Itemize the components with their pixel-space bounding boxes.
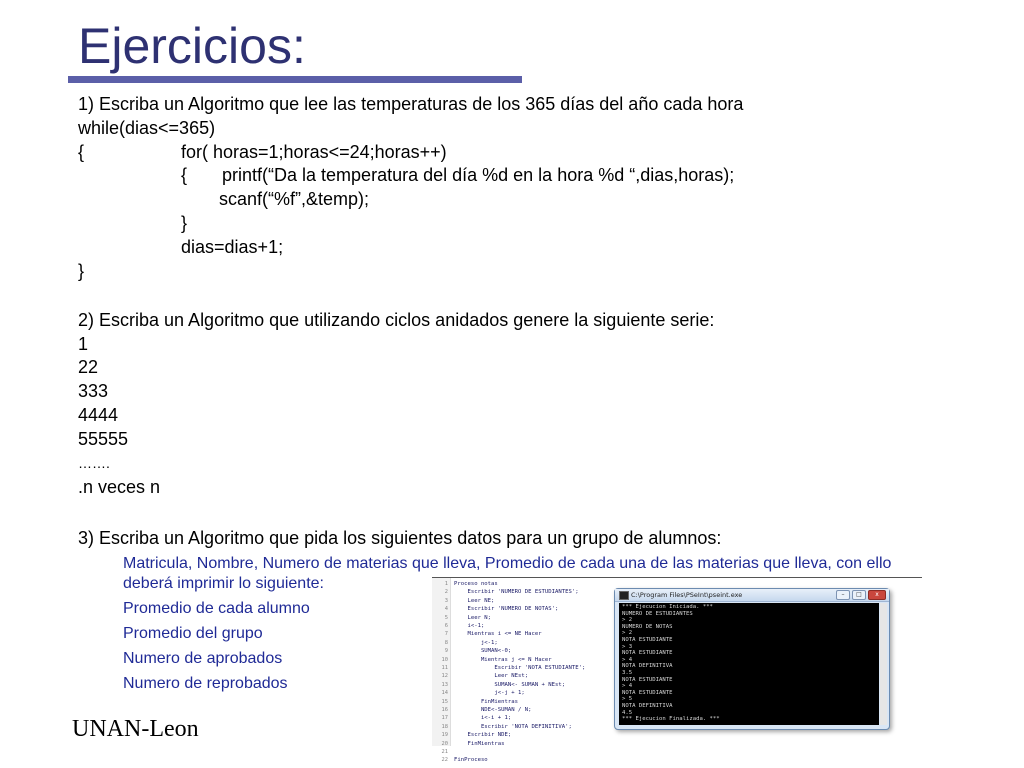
- code-editor-line: SUMAN<- SUMAN + NEst;: [454, 681, 566, 688]
- console-app-icon: [619, 591, 629, 600]
- console-output-line: NUMERO DE ESTUDIANTES: [622, 610, 693, 617]
- code-line: for( horas=1;horas<=24;horas++): [181, 142, 447, 162]
- code-line-number: 20: [441, 740, 448, 747]
- code-line-number: 4: [444, 606, 448, 613]
- code-line-number: 21: [441, 749, 448, 755]
- code-line-number: 9: [444, 648, 448, 655]
- code-editor-line: FinProceso: [454, 757, 488, 764]
- footer-logo-text: UNAN-Leon: [72, 716, 199, 742]
- series-item: 55555: [78, 429, 129, 449]
- code-line-number: 15: [441, 698, 448, 705]
- console-screen: [619, 603, 879, 725]
- code-editor-line: j<-j + 1;: [454, 690, 525, 697]
- requirement-item: Promedio del grupo: [123, 625, 263, 642]
- console-title: C:\Program Files\PSeInt\pseint.exe: [631, 591, 743, 599]
- code-editor-line: Mientras i <= NE Hacer: [454, 631, 542, 638]
- code-editor-line: Escribir 'NUMERO DE NOTAS';: [454, 606, 559, 613]
- requirement-item: deberá imprimir lo siguiente:: [123, 575, 324, 592]
- exercise-1-heading: 1) Escriba un Algoritmo que lee las temperaturas de los 365 días del año cada hora: [78, 94, 744, 114]
- code-line: {: [78, 142, 85, 162]
- title-underline: [68, 76, 522, 83]
- code-editor-line: Escribir 'NUMERO DE ESTUDIANTES';: [454, 589, 579, 596]
- requirement-item: Numero de reprobados: [123, 675, 288, 692]
- console-output-line: > 4: [622, 683, 633, 690]
- code-editor-line: Leer NEst;: [454, 673, 529, 680]
- code-line-number: 18: [441, 723, 448, 730]
- series-item: 22: [78, 357, 99, 377]
- code-editor-line: FinMientras: [454, 740, 505, 747]
- code-line-number: 19: [441, 732, 448, 739]
- console-output-line: NOTA ESTUDIANTE: [622, 637, 673, 643]
- code-editor-line: Mientras j <= N Hacer: [454, 656, 552, 663]
- code-line-number: 13: [441, 681, 448, 688]
- series-item: .n veces n: [78, 477, 161, 497]
- code-line: { printf(“Da la temperatura del día %d en la hora %d “,dias,horas);: [181, 165, 735, 185]
- code-editor-line: Escribir 'NOTA ESTUDIANTE';: [454, 665, 586, 671]
- code-line-number: 16: [441, 707, 448, 713]
- requirement-item: Matricula, Nombre, Numero de materias que lleva, Promedio de cada una de las materias que lleva, con ello: [123, 555, 892, 572]
- series-item: 4444: [78, 405, 119, 425]
- console-output-line: NOTA ESTUDIANTE: [622, 689, 673, 696]
- close-button[interactable]: x: [868, 590, 886, 600]
- code-line: scanf(“%f”,&temp);: [219, 189, 370, 209]
- console-output-line: NOTA ESTUDIANTE: [622, 650, 673, 657]
- page-title: Ejercicios:: [78, 18, 306, 74]
- console-titlebar: [615, 589, 889, 602]
- requirement-item: Numero de aprobados: [123, 650, 283, 667]
- minimize-button[interactable]: –: [836, 590, 850, 600]
- console-output-line: > 3: [622, 643, 633, 650]
- code-line-number: 2: [444, 589, 448, 596]
- code-editor-line: NDE<-SUMAN / N;: [454, 707, 532, 713]
- console-output-line: NOTA DEFINITIVA: [622, 663, 673, 670]
- code-line: }: [181, 213, 188, 233]
- console-window: [614, 588, 890, 730]
- console-output-line: NOTA ESTUDIANTE: [622, 676, 673, 683]
- code-line-number: 8: [444, 639, 448, 646]
- code-line-number: 12: [441, 673, 448, 680]
- code-editor-line: Escribir NDE;: [454, 732, 512, 739]
- exercise-2-heading: 2) Escriba un Algoritmo que utilizando ciclos anidados genere la siguiente serie:: [78, 310, 715, 330]
- code-line-number: 14: [441, 690, 448, 697]
- code-editor-line: SUMAN<-0;: [454, 648, 512, 655]
- code-line-number: 11: [441, 665, 448, 671]
- exercise-3-heading: 3) Escriba un Algoritmo que pida los siguientes datos para un grupo de alumnos:: [78, 528, 722, 548]
- code-editor-line: Escribir 'NOTA DEFINITIVA';: [454, 723, 572, 730]
- console-output-line: *** Ejecucion Finalizada. ***: [622, 716, 720, 723]
- console-scrollbar[interactable]: [880, 603, 887, 725]
- code-editor-line: i<-1;: [454, 623, 485, 629]
- code-line-number: 5: [444, 614, 448, 621]
- code-line-number: 10: [441, 656, 448, 663]
- code-line-number: 7: [444, 631, 448, 638]
- pseudocode-screenshot: [432, 578, 600, 764]
- console-output-line: > 5: [622, 696, 633, 703]
- code-editor-line: Proceso notas: [454, 581, 498, 587]
- requirement-item: Promedio de cada alumno: [123, 600, 310, 617]
- series-item: 333: [78, 381, 109, 401]
- code-line-number: 22: [441, 757, 448, 764]
- console-output-line: *** Ejecucion Iniciada. ***: [622, 604, 713, 610]
- code-editor-line: Leer NE;: [454, 597, 495, 604]
- code-line: }: [78, 261, 85, 281]
- code-line-number: 6: [444, 623, 448, 629]
- series-item: …….: [78, 455, 110, 471]
- console-output-line: > 4: [622, 656, 633, 663]
- console-output-line: 4.5: [622, 709, 633, 716]
- series-item: 1: [78, 334, 89, 354]
- console-output-line: 3.5: [622, 670, 633, 676]
- console-output-line: NOTA DEFINITIVA: [622, 703, 673, 709]
- code-line-number: 17: [441, 715, 448, 722]
- maximize-button[interactable]: □: [852, 590, 866, 600]
- code-line: while(dias<=365): [78, 118, 216, 138]
- console-output-line: NUMERO DE NOTAS: [622, 623, 673, 630]
- code-editor-line: Leer N;: [454, 614, 492, 621]
- code-line-number: 1: [444, 581, 448, 587]
- code-line-number: 3: [444, 597, 448, 604]
- console-output-line: > 2: [622, 617, 633, 624]
- code-editor-line: j<-1;: [454, 639, 498, 646]
- code-line: dias=dias+1;: [181, 237, 284, 257]
- code-editor-line: FinMientras: [454, 698, 518, 705]
- console-output-line: > 2: [622, 630, 633, 637]
- code-editor-line: i<-i + 1;: [454, 715, 512, 722]
